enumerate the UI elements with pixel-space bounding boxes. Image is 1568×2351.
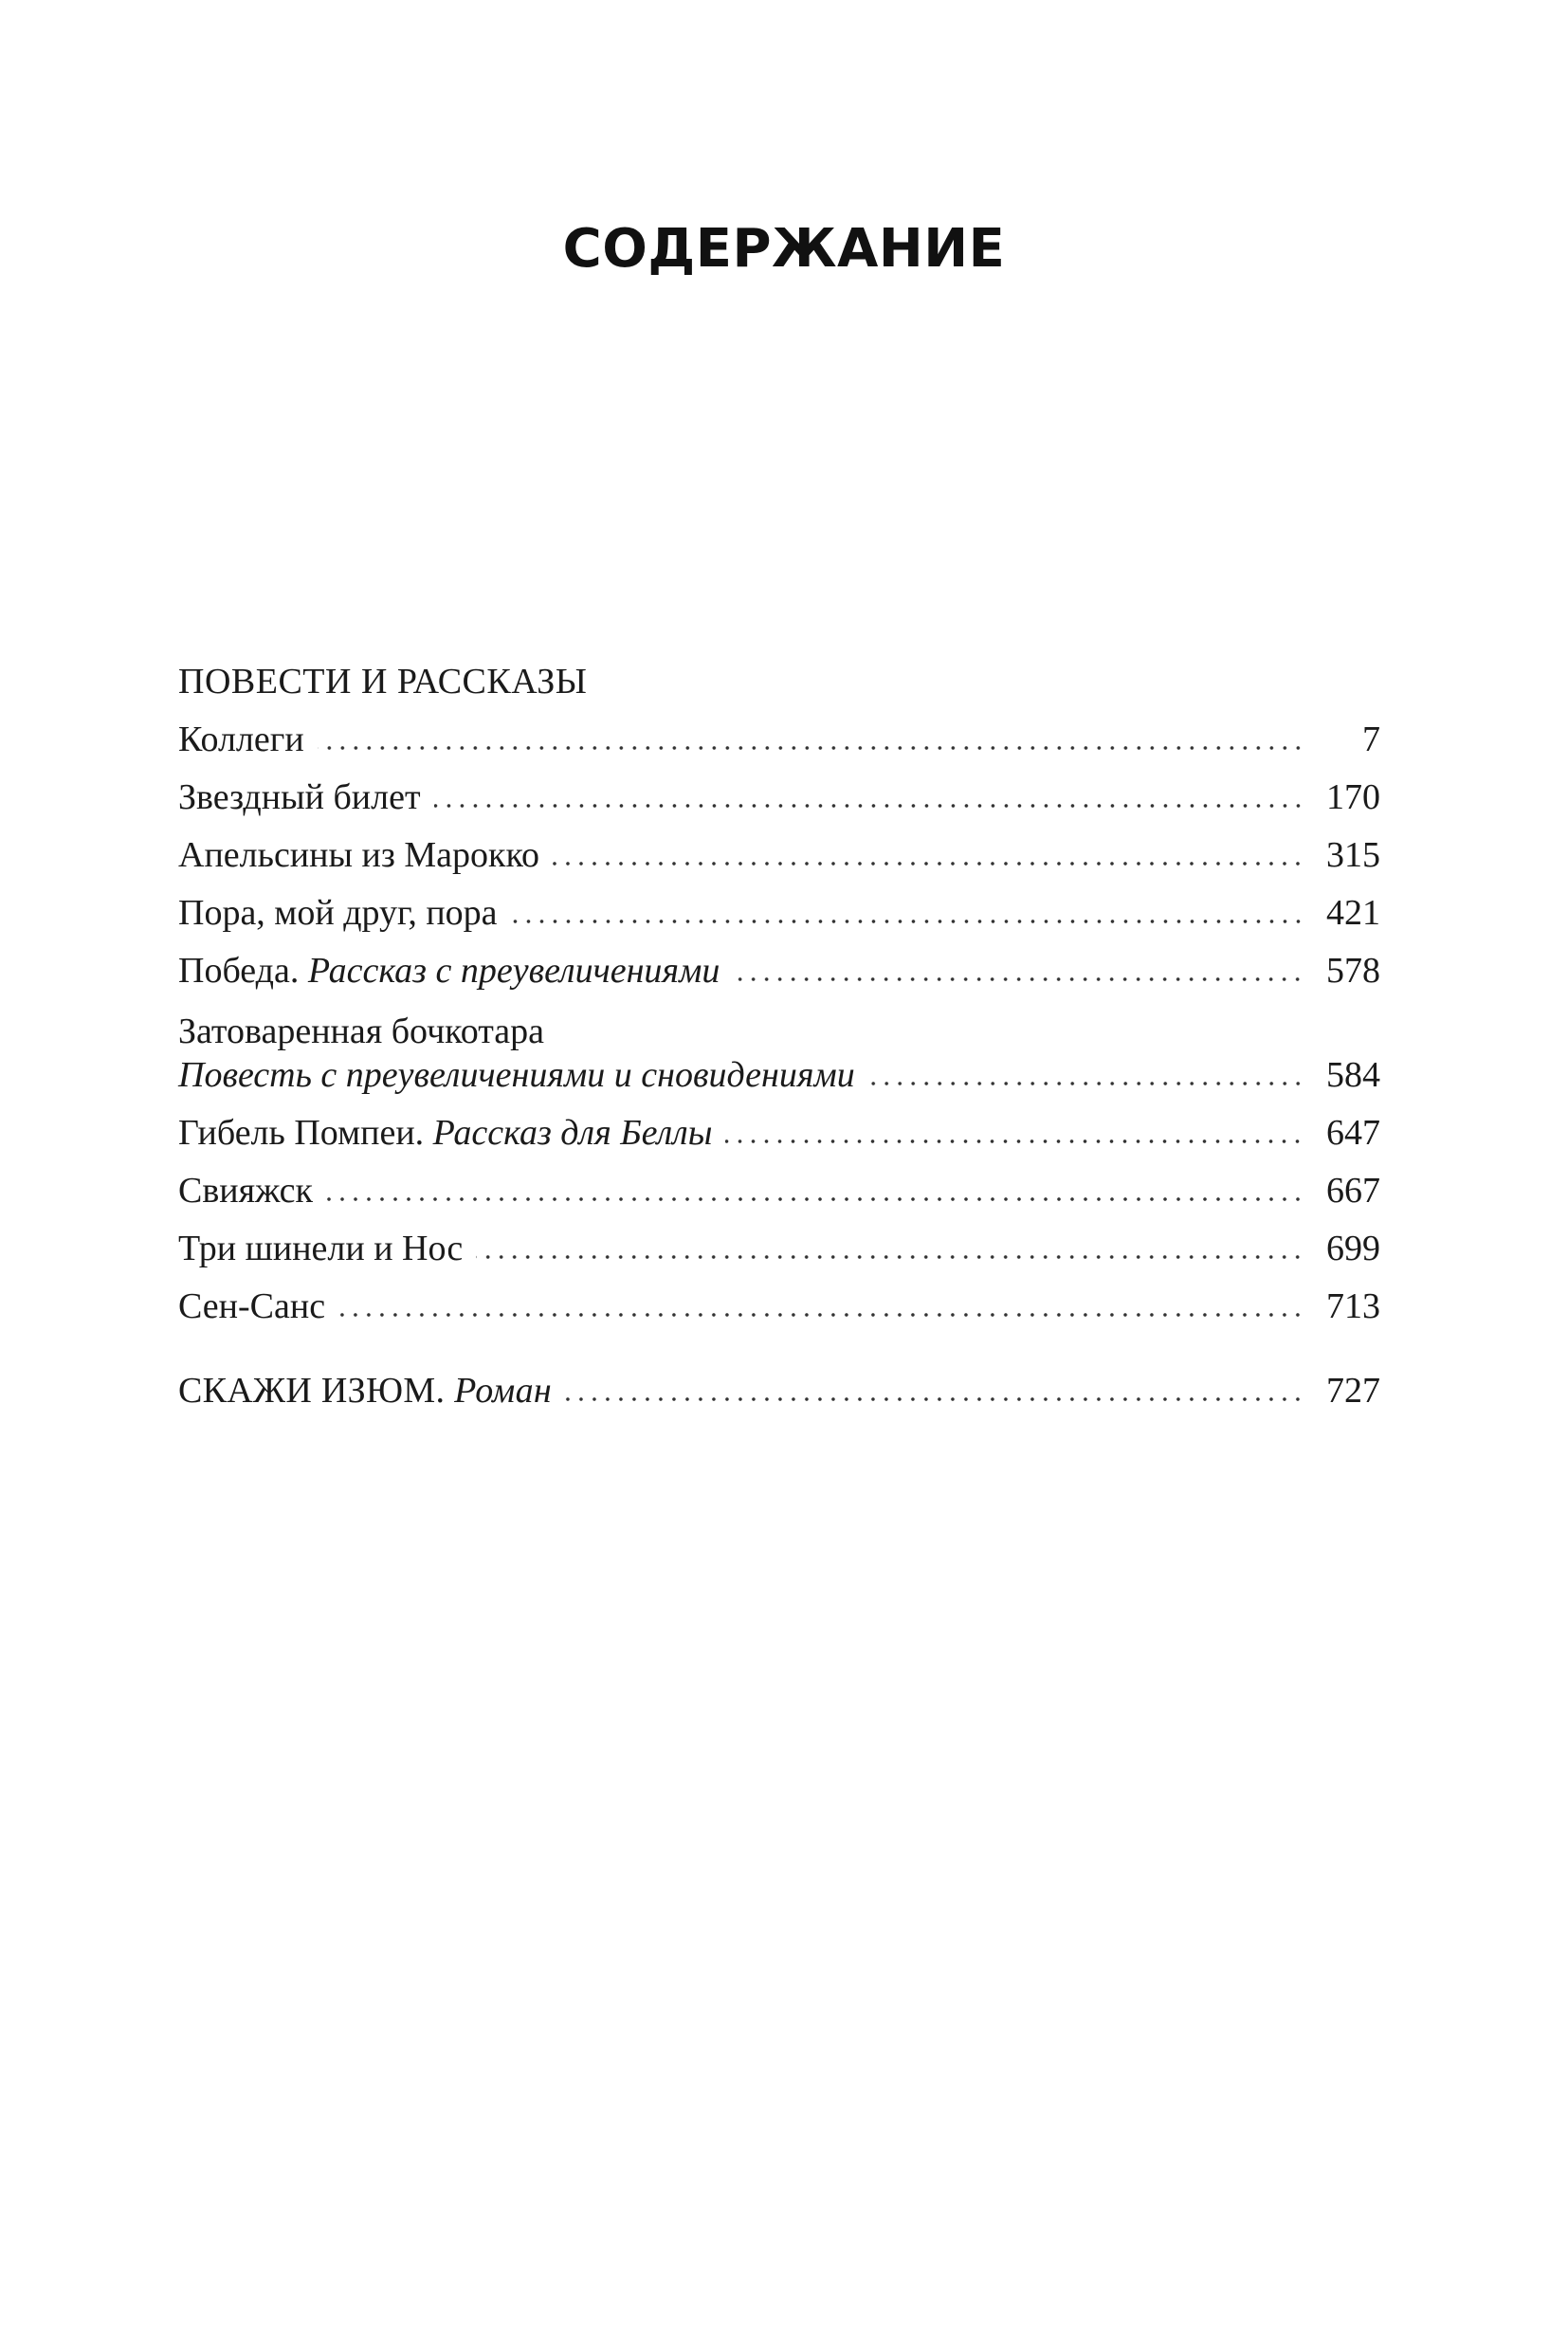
entry-title-text: Сен-Санс [178, 1286, 326, 1326]
page-number: 584 [1326, 1055, 1380, 1095]
page-title: СОДЕРЖАНИЕ [562, 218, 1006, 280]
dot-leader [868, 1068, 1304, 1087]
entry-title [178, 1169, 313, 1212]
toc-entry[interactable] [178, 940, 1380, 998]
entry-title-text: Звездный билет [178, 777, 421, 817]
dot-leader [725, 1126, 1304, 1145]
entry-title [178, 1285, 325, 1328]
entry-title-text: СКАЖИ ИЗЮМ. [178, 1371, 446, 1411]
dot-leader [434, 791, 1304, 810]
page-number: 170 [1326, 777, 1380, 817]
entry-title-text: Пора, мой друг, пора [178, 893, 498, 933]
entry-subtitle: Повесть с преувеличениями и сновидениями [178, 1055, 855, 1095]
entry-title [178, 1369, 552, 1412]
toc-entry[interactable] [178, 825, 1380, 883]
entry-title [178, 775, 421, 819]
entry-title [178, 891, 498, 935]
entry-title-text: Коллеги [178, 720, 304, 759]
entry-subtitle: Рассказ для Беллы [432, 1113, 713, 1153]
page-number: 727 [1326, 1371, 1380, 1411]
entry-title: Затоваренная бочкотара [178, 1011, 545, 1051]
toc-entry-novel[interactable] [178, 1360, 1380, 1418]
toc-entry[interactable] [178, 709, 1380, 767]
page-number: 667 [1326, 1171, 1380, 1211]
dot-leader [511, 906, 1304, 925]
page-number: 421 [1326, 893, 1380, 933]
entry-title-text: Победа. [178, 951, 300, 991]
page-number: 699 [1326, 1229, 1380, 1268]
dot-leader [318, 733, 1304, 752]
entry-title [178, 949, 720, 993]
dot-leader [338, 1300, 1304, 1319]
toc-entry[interactable] [178, 1218, 1380, 1276]
toc-entry[interactable] [178, 998, 1380, 1103]
page-number: 713 [1326, 1286, 1380, 1326]
toc-entry[interactable] [178, 1276, 1380, 1334]
dot-leader [553, 848, 1304, 867]
toc-entry[interactable] [178, 883, 1380, 940]
table-of-contents [178, 654, 1380, 1418]
entry-title-text: Свияжск [178, 1171, 313, 1211]
dot-leader [476, 1242, 1304, 1261]
toc-entry[interactable] [178, 1160, 1380, 1218]
entry-title [178, 1227, 463, 1270]
entry-title-text: Три шинели и Нос [178, 1229, 464, 1268]
section-spacer [178, 1334, 1380, 1360]
entry-title-text: Апельсины из Марокко [178, 835, 540, 875]
dot-leader [565, 1384, 1304, 1403]
entry-title-text: Гибель Помпеи. [178, 1113, 425, 1153]
toc-entry[interactable] [178, 767, 1380, 825]
entry-title [178, 718, 304, 761]
dot-leader [733, 964, 1304, 983]
entry-subtitle: Рассказ с преувеличениями [307, 951, 720, 991]
page-number: 647 [1326, 1113, 1380, 1153]
page-number: 7 [1362, 720, 1380, 759]
entry-title [178, 1111, 712, 1155]
entry-subtitle: Роман [454, 1371, 553, 1411]
toc-entry[interactable] [178, 1103, 1380, 1160]
entry-title [178, 833, 539, 877]
section-heading: ПОВЕСТИ И РАССКАЗЫ [178, 662, 588, 702]
page-number: 315 [1326, 835, 1380, 875]
dot-leader [326, 1184, 1304, 1203]
page-number: 578 [1326, 951, 1380, 991]
